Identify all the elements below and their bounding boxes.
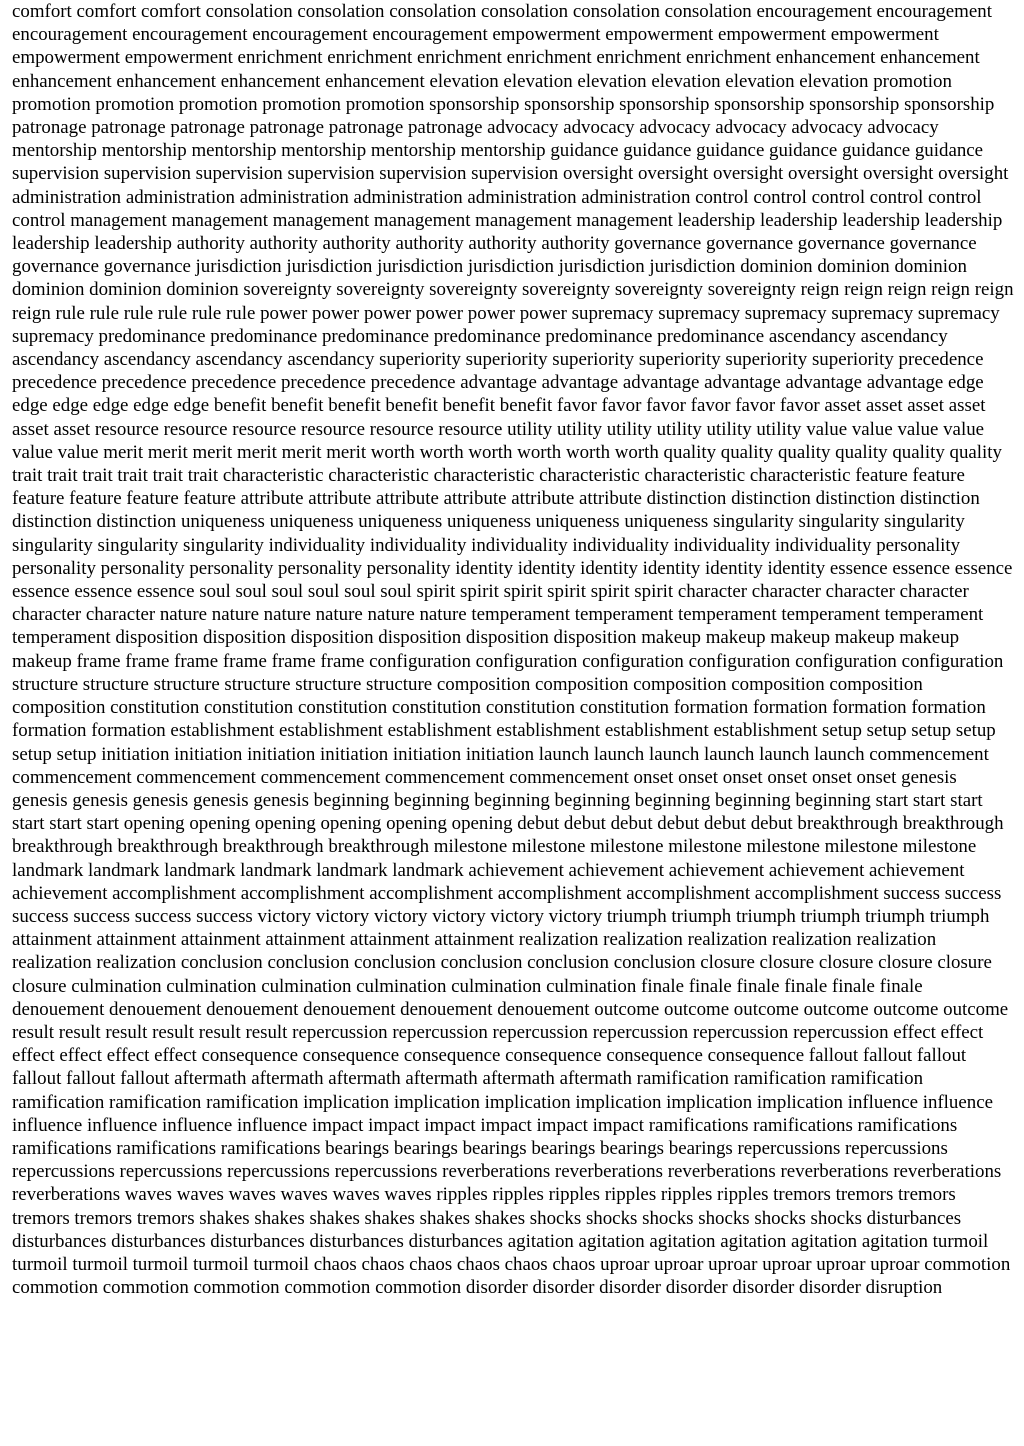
document-body-text: comfort comfort comfort consolation consolation consolation consolation consolation consolation encouragement encouragement encouragement encouragement encouragement encouragement empowerment empowerment empowerment empowerment empowerment empowerment enrichment enrichment enrichment enrichment enrichment enrichment enhancement enhancement enhancement enhancement enhancement enhancement elevation elevation elevation elevation elevation elevation promotion promotion promotion promotion promotion promotion sponsorship sponsorship sponsorship sponsorship sponsorship sponsorship patronage patronage patronage patronage patronage patronage advocacy advocacy advocacy advocacy advocacy advocacy mentorship mentorship mentorship mentorship mentorship mentorship guidance guidance guidance guidance guidance guidance supervision supervision supervision supervision supervision supervision oversight oversight oversight oversight oversight oversight administration administration administration administration administration administration control control control control control control management management management management management management leadership leadership leadership leadership leadership leadership authority authority authority authority authority authority governance governance governance governance governance governance jurisdiction jurisdiction jurisdiction jurisdiction jurisdiction jurisdiction dominion dominion dominion dominion dominion dominion sovereignty sovereignty sovereignty sovereignty sovereignty sovereignty reign reign reign reign reign reign rule rule rule rule rule rule power power power power power power supremacy supremacy supremacy supremacy supremacy supremacy predominance predominance predominance predominance predominance predominance ascendancy ascendancy ascendancy ascendancy ascendancy ascendancy superiority superiority superiority superiority superiority superiority precedence precedence precedence precedence precedence precedence advantage advantage advantage advantage advantage advantage edge edge edge edge edge edge benefit benefit benefit benefit benefit benefit favor favor favor favor favor favor asset asset asset asset asset asset resource resource resource resource resource resource utility utility utility utility utility utility value value value value value value merit merit merit merit merit merit worth worth worth worth worth worth quality quality quality quality quality quality trait trait trait trait trait trait characteristic characteristic characteristic characteristic characteristic characteristic feature feature feature feature feature feature attribute attribute attribute attribute attribute attribute distinction distinction distinction distinction distinction distinction uniqueness uniqueness uniqueness uniqueness uniqueness uniqueness singularity singularity singularity singularity singularity singularity individuality individuality individuality individuality individuality individuality personality personality personality personality personality personality identity identity identity identity identity identity essence essence essence essence essence essence soul soul soul soul soul soul spirit spirit spirit spirit spirit spirit character character character character character character nature nature nature nature nature nature temperament temperament temperament temperament temperament temperament disposition disposition disposition disposition disposition disposition makeup makeup makeup makeup makeup makeup frame frame frame frame frame frame configuration configuration configuration configuration configuration configuration structure structure structure structure structure structure composition composition composition composition composition composition constitution constitution constitution constitution constitution constitution formation formation formation formation formation formation establishment establishment establishment establishment establishment establishment setup setup setup setup setup setup initiation initiation initiation initiation initiation initiation launch launch launch launch launch launch commencement commencement commencement commencement commencement commencement onset onset onset onset onset onset genesis genesis genesis genesis genesis genesis beginning beginning beginning beginning beginning beginning beginning start start start start start start opening opening opening opening opening opening debut debut debut debut debut debut breakthrough breakthrough breakthrough breakthrough breakthrough breakthrough milestone milestone milestone milestone milestone milestone milestone landmark landmark landmark landmark landmark landmark achievement achievement achievement achievement achievement achievement accomplishment accomplishment accomplishment accomplishment accomplishment accomplishment success success success success success success victory victory victory victory victory victory triumph triumph triumph triumph triumph triumph attainment attainment attainment attainment attainment attainment realization realization realization realization realization realization realization conclusion conclusion conclusion conclusion conclusion conclusion closure closure closure closure closure closure culmination culmination culmination culmination culmination culmination finale finale finale finale finale finale denouement denouement denouement denouement denouement denouement outcome outcome outcome outcome outcome outcome result result result result result result repercussion repercussion repercussion repercussion repercussion repercussion effect effect effect effect effect effect consequence consequence consequence consequence consequence consequence fallout fallout fallout fallout fallout fallout aftermath aftermath aftermath aftermath aftermath aftermath ramification ramification ramification ramification ramification ramification implication implication implication implication implication implication influence influence influence influence influence influence impact impact impact impact impact impact ramifications ramifications ramifications ramifications ramifications ramifications bearings bearings bearings bearings bearings bearings repercussions repercussions repercussions repercussions repercussions repercussions reverberations reverberations reverberations reverberations reverberations reverberations waves waves waves waves waves waves ripples ripples ripples ripples ripples ripples tremors tremors tremors tremors tremors tremors shakes shakes shakes shakes shakes shakes shocks shocks shocks shocks shocks shocks disturbances disturbances disturbances disturbances disturbances disturbances agitation agitation agitation agitation agitation agitation turmoil turmoil turmoil turmoil turmoil turmoil chaos chaos chaos chaos chaos chaos uproar uproar uproar uproar uproar uproar commotion commotion commotion commotion commotion commotion disorder disorder disorder disorder disorder disorder disruption <box>12 1 1014 1299</box>
